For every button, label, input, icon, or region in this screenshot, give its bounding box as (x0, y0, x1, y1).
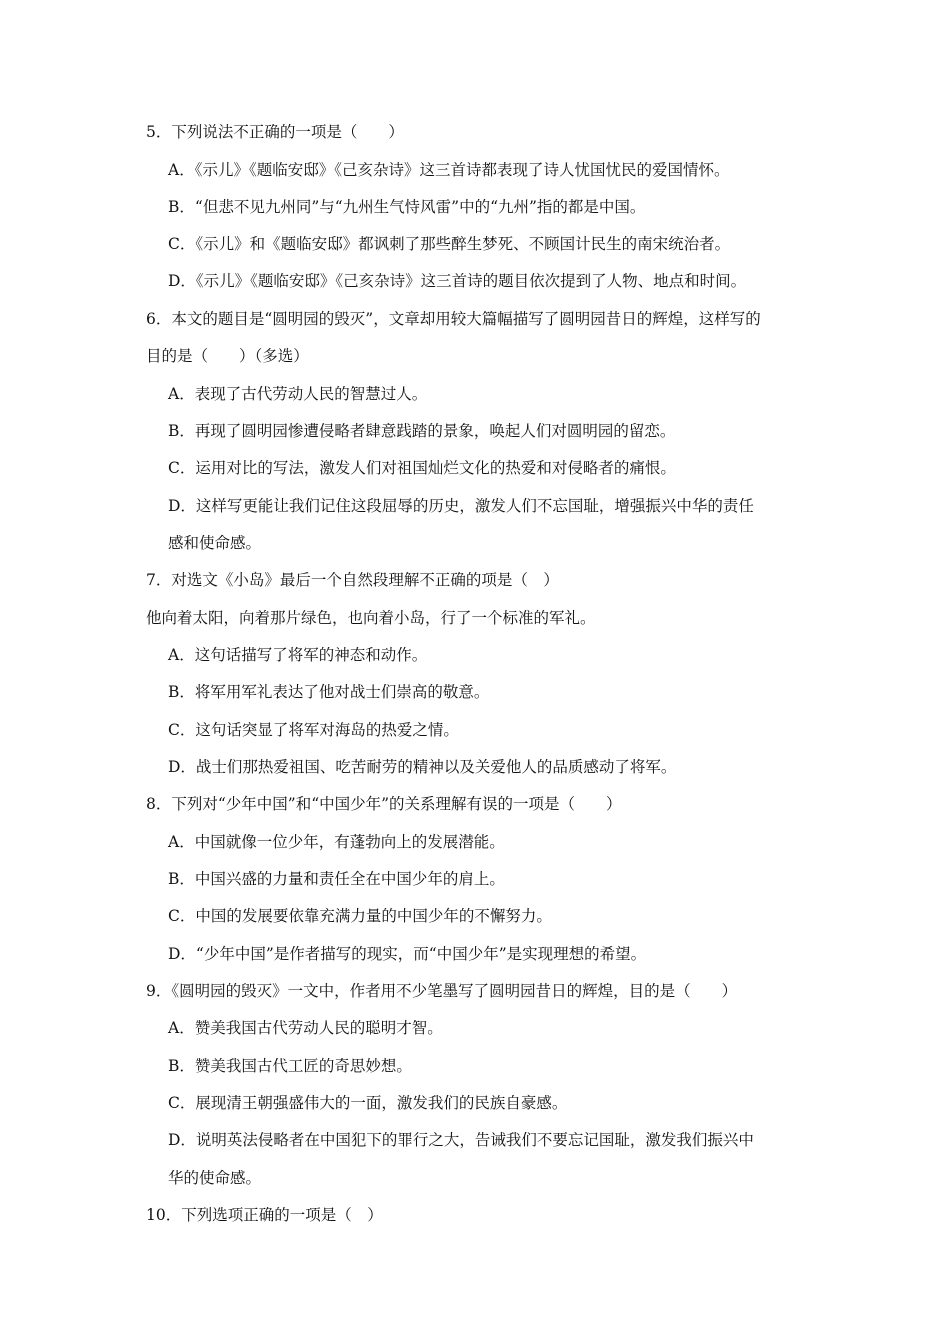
question-9-stem: 9．《圆明园的毁灭》一文中，作者用不少笔墨写了圆明园昔日的辉煌，目的是（ ） (146, 982, 738, 1000)
question-7-option-a: A．这句话描写了将军的神态和动作。 (168, 646, 428, 664)
question-7-option-c: C．这句话突显了将军对海岛的热爱之情。 (168, 721, 459, 739)
question-9-option-d: D．说明英法侵略者在中国犯下的罪行之大，告诫我们不要忘记国耻，激发我们振兴中 (168, 1131, 754, 1149)
question-8-option-d: D．“少年中国”是作者描写的现实，而“中国少年”是实现理想的希望。 (168, 945, 647, 963)
question-7-option-d: D．战士们那热爱祖国、吃苦耐劳的精神以及关爱他人的品质感动了将军。 (168, 758, 677, 776)
question-5-option-c: C．《示儿》和《题临安邸》都讽刺了那些醉生梦死、不顾国计民生的南宋统治者。 (168, 235, 731, 253)
question-6-option-b: B．再现了圆明园惨遭侵略者肆意践踏的景象，唤起人们对圆明园的留恋。 (168, 422, 676, 440)
question-8-option-b: B．中国兴盛的力量和责任全在中国少年的肩上。 (168, 870, 505, 888)
question-5-option-b: B．“但悲不见九州同”与“九州生气恃风雷”中的“九州”指的都是中国。 (168, 198, 646, 216)
question-7-stem: 7．对选文《小岛》最后一个自然段理解不正确的项是（ ） (146, 571, 559, 589)
question-9-option-b: B．赞美我国古代工匠的奇思妙想。 (168, 1057, 412, 1075)
question-7-option-b: B．将军用军礼表达了他对战士们崇高的敬意。 (168, 683, 490, 701)
question-5-stem: 5．下列说法不正确的一项是（ ） (146, 123, 404, 141)
question-6-stem-continued: 目的是（ ）（多选） (146, 347, 309, 365)
question-5-option-a: A．《示儿》《题临安邸》《己亥杂诗》这三首诗都表现了诗人忧国忧民的爱国情怀。 (168, 161, 730, 179)
question-9-option-a: A．赞美我国古代劳动人民的聪明才智。 (168, 1019, 443, 1037)
question-7-passage: 他向着太阳，向着那片绿色，也向着小岛，行了一个标准的军礼。 (146, 609, 596, 627)
question-6-option-d: D．这样写更能让我们记住这段屈辱的历史，激发人们不忘国耻，增强振兴中华的责任 (168, 497, 754, 515)
question-6-option-d-continued: 感和使命感。 (168, 534, 262, 552)
question-6-option-a: A．表现了古代劳动人民的智慧过人。 (168, 385, 428, 403)
question-9-option-c: C．展现清王朝强盛伟大的一面，激发我们的民族自豪感。 (168, 1094, 568, 1112)
question-8-stem: 8．下列对“少年中国”和“中国少年”的关系理解有误的一项是（ ） (146, 795, 622, 813)
question-6-option-c: C．运用对比的写法，激发人们对祖国灿烂文化的热爱和对侵略者的痛恨。 (168, 459, 676, 477)
question-10-stem: 10．下列选项正确的一项是（ ） (146, 1206, 383, 1224)
question-5-option-d: D．《示儿》《题临安邸》《己亥杂诗》这三首诗的题目依次提到了人物、地点和时间。 (168, 272, 747, 290)
question-6-stem: 6．本文的题目是“圆明园的毁灭”，文章却用较大篇幅描写了圆明园昔日的辉煌，这样写的 (146, 310, 761, 328)
question-8-option-c: C．中国的发展要依靠充满力量的中国少年的不懈努力。 (168, 907, 552, 925)
question-9-option-d-continued: 华的使命感。 (168, 1169, 262, 1187)
question-8-option-a: A．中国就像一位少年，有蓬勃向上的发展潜能。 (168, 833, 505, 851)
